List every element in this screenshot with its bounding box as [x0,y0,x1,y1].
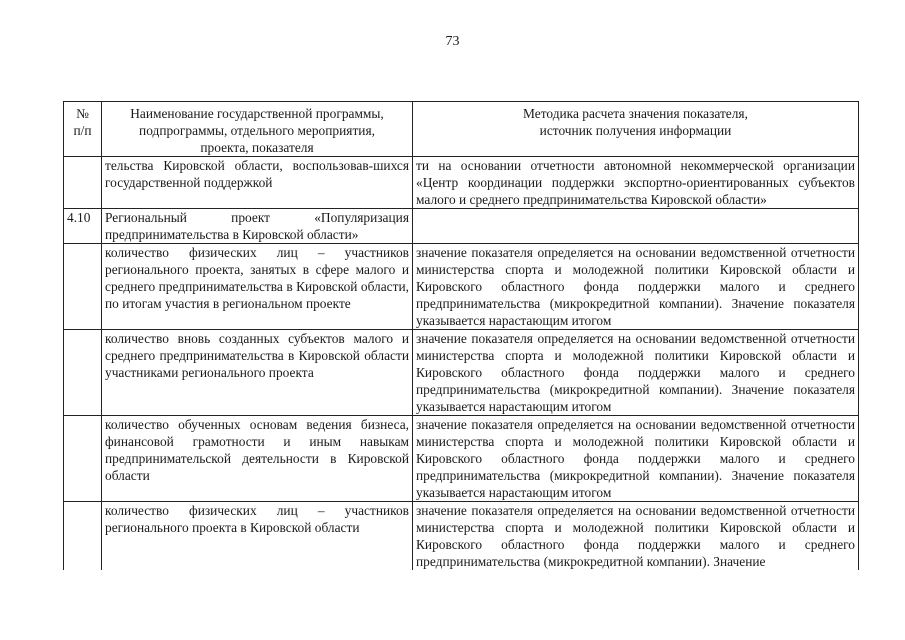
header-method-line: Методика расчета значения показателя, [523,106,748,121]
row-method: значение показателя определяется на основании ведомственной отчетности министерства спорта и молодежной политики Кировской области и Кировского областного фонда поддержки малого и среднего предпринимательства (микрокредитной компании). Значение показателя указывается нарастающим итогом [413,244,859,330]
header-method-line: источник получения информации [539,123,732,138]
row-num [64,157,102,209]
row-method: значение показателя определяется на основании ведомственной отчетности министерства спорта и молодежной политики Кировской области и Кировского областного фонда поддержки малого и среднего предпринимательства (микрокредитной компании). Значение показателя указывается нарастающим итогом [413,416,859,502]
row-num [64,330,102,416]
row-num [64,244,102,330]
header-num-line: п/п [73,123,92,138]
table-row [64,502,859,571]
row-name: количество физических лиц – участников регионального проекта, занятых в сфере малого и среднего предпринимательства в Кировской области, по итогам участия в региональном проекте [102,244,413,330]
table-row [64,244,859,330]
table-row [64,157,859,209]
row-method: ти на основании отчетности автономной некоммерческой организации «Центр координации поддержки экспортно-ориентированных субъектов малого и среднего предпринимательства Кировской области» [413,157,859,209]
row-name: Региональный проект «Популяризация предпринимательства в Кировской области» [102,209,413,244]
row-name: количество физических лиц – участников регионального проекта в Кировской области [102,502,413,571]
header-name [102,102,413,157]
row-num: 4.10 [64,209,102,244]
row-method: значение показателя определяется на основании ведомственной отчетности министерства спорта и молодежной политики Кировской области и Кировского областного фонда поддержки малого и среднего предпринимательства (микрокредитной компании). Значение [413,502,859,571]
row-num [64,416,102,502]
table-row [64,330,859,416]
row-num [64,502,102,571]
header-name-line: проекта, показателя [200,140,314,155]
methodology-table [63,101,859,570]
row-method: значение показателя определяется на основании ведомственной отчетности министерства спорта и молодежной политики Кировской области и Кировского областного фонда поддержки малого и среднего предпринимательства (микрокредитной компании). Значение показателя указывается нарастающим итогом [413,330,859,416]
table-row [64,209,859,244]
header-method [413,102,859,157]
header-num-line: № [76,106,89,121]
page-number: 73 [445,34,460,49]
table-row [64,416,859,502]
row-name: тельства Кировской области, воспользовав-шихся государственной поддержкой [102,157,413,209]
row-name: количество вновь созданных субъектов малого и среднего предпринимательства в Кировской области участниками регионального проекта [102,330,413,416]
row-name: количество обученных основам ведения бизнеса, финансовой грамотности и иным навыкам предпринимательской деятельности в Кировской области [102,416,413,502]
header-num [64,102,102,157]
header-name-line: подпрограммы, отдельного мероприятия, [139,123,375,138]
table-header-row [64,102,859,157]
header-name-line: Наименование государственной программы, [130,106,384,121]
row-method [413,209,859,244]
